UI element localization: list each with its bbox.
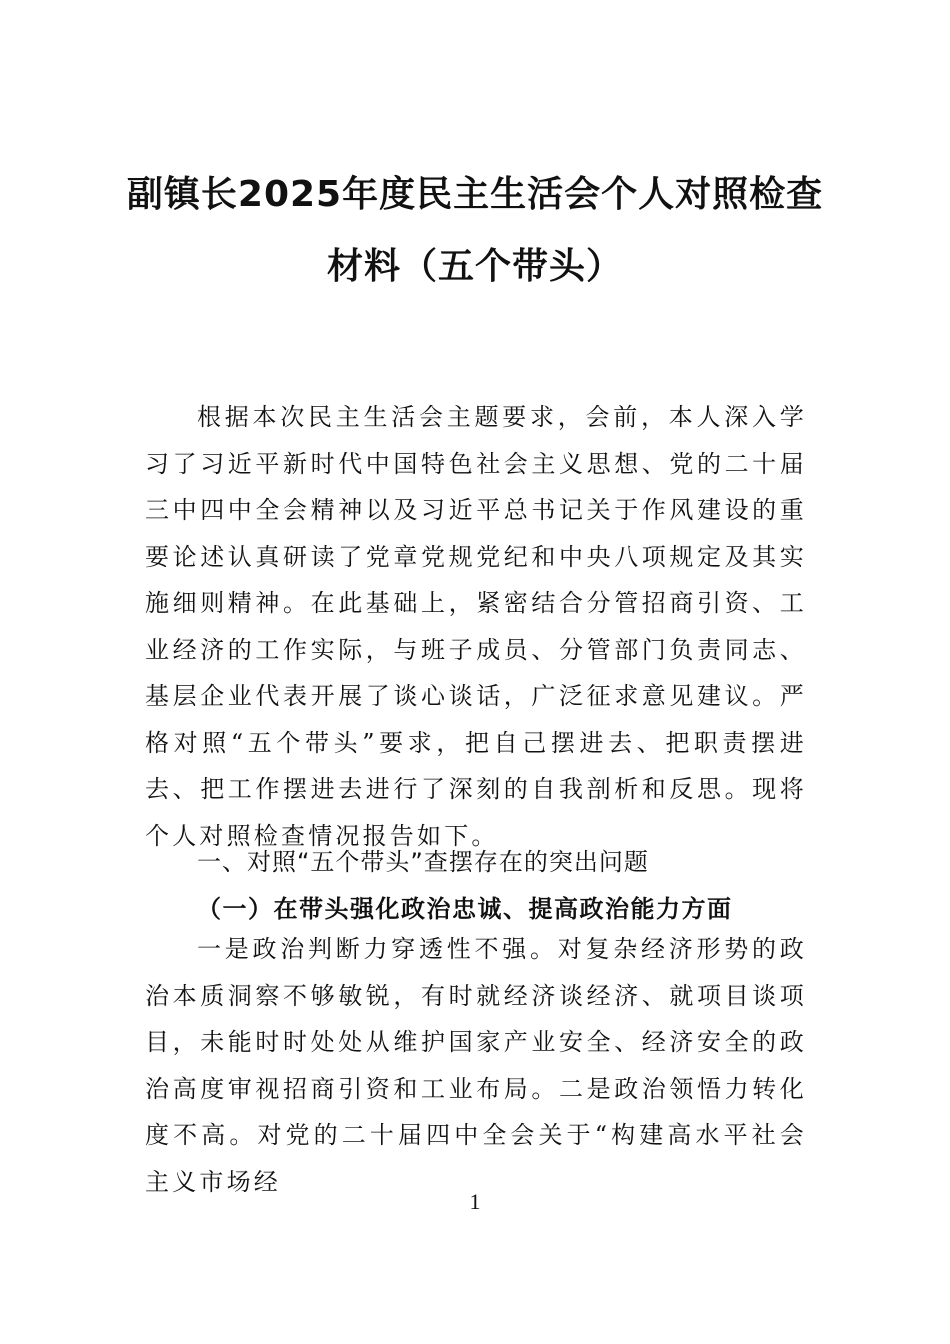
body-paragraph: 一是政治判断力穿透性不强。对复杂经济形势的政治本质洞察不够敏锐，有时就经济谈经济、就项目谈项目，未能时时处处从维护国家产业安全、经济安全的政治高度审视招商引资和工业布局。二是政治领悟力转化度不高。对党的二十届四中全会关于“构建高水平社会主义市场经 <box>145 935 807 1196</box>
page-number: 1 <box>469 1189 481 1214</box>
intro-paragraph: 根据本次民主生活会主题要求，会前，本人深入学习了习近平新时代中国特色社会主义思想、党的二十届三中四中全会精神以及习近平总书记关于作风建设的重要论述认真研读了党章党规党纪和中央八项规定及其实施细则精神。在此基础上，紧密结合分管招商引资、工业经济的工作实际，与班子成员、分管部门负责同志、基层企业代表开展了谈心谈话，广泛征求意见建议。严格对照“五个带头”要求，把自己摆进去、把职责摆进去、把工作摆进去进行了深刻的自我剖析和反思。现将个人对照检查情况报告如下。 <box>145 403 807 850</box>
document-title-line-2: 材料（五个带头） <box>326 246 623 287</box>
subsection-heading: （一）在带头强化政治忠诚、提高政治能力方面 <box>197 894 733 923</box>
section-heading: 一、对照“五个带头”查摆存在的突出问题 <box>197 848 649 876</box>
document-title-line-1: 副镇长2025年度民主生活会个人对照检查 <box>126 174 824 215</box>
